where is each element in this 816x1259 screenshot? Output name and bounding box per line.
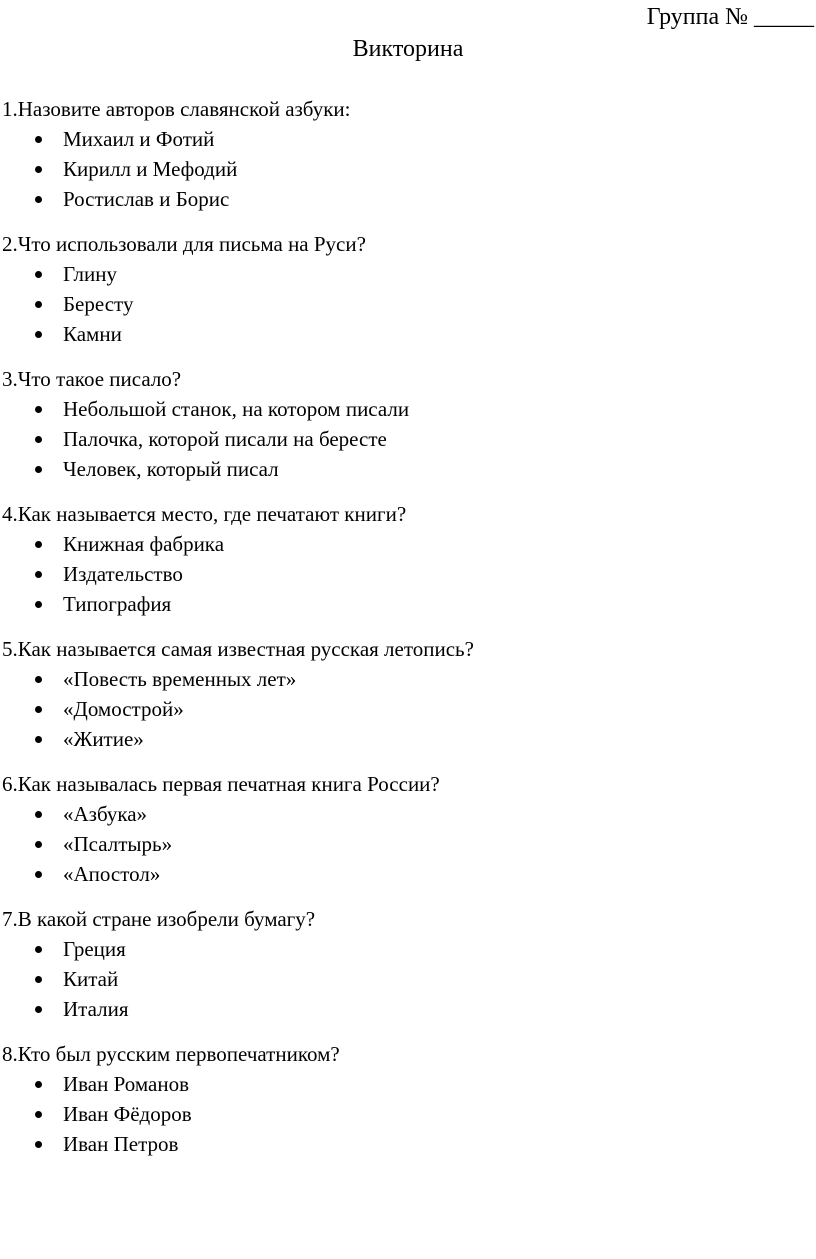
answer-text: Италия [63, 997, 129, 1021]
bullet-icon [35, 946, 42, 953]
answer-text: Кирилл и Мефодий [63, 157, 238, 181]
answer-option [2, 1099, 802, 1129]
answer-option [2, 694, 802, 724]
answer-text: Глину [63, 262, 118, 286]
answer-option [2, 1129, 802, 1159]
answer-option [2, 394, 802, 424]
question-text: 6.Как называлась первая печатная книга России? [2, 772, 440, 796]
answer-option [2, 289, 802, 319]
answer-text: Небольшой станок, на котором писали [63, 397, 410, 421]
answer-option [2, 1069, 802, 1099]
answer-option [2, 259, 802, 289]
answer-text: Иван Петров [63, 1132, 179, 1156]
bullet-icon [35, 1141, 42, 1148]
answer-text: Греция [63, 937, 126, 961]
quiz-body [2, 94, 802, 1174]
group-number-label: Группа № _____ [646, 4, 814, 30]
answer-option [2, 319, 802, 349]
question-2 [2, 229, 802, 349]
answer-text: Иван Фёдоров [63, 1102, 192, 1126]
answer-text: «Житие» [63, 727, 144, 751]
bullet-icon [35, 271, 42, 278]
answer-list [2, 529, 802, 619]
bullet-icon [35, 841, 42, 848]
question-4 [2, 499, 802, 619]
question-text: 2.Что использовали для письма на Руси? [2, 232, 366, 256]
answer-option [2, 559, 802, 589]
bullet-icon [35, 1081, 42, 1088]
bullet-icon [35, 871, 42, 878]
answer-text: Бересту [63, 292, 134, 316]
question-5 [2, 634, 802, 754]
bullet-icon [35, 601, 42, 608]
answer-option [2, 424, 802, 454]
answer-option [2, 964, 802, 994]
bullet-icon [35, 736, 42, 743]
answer-text: Палочка, которой писали на бересте [63, 427, 387, 451]
bullet-icon [35, 1006, 42, 1013]
answer-option [2, 799, 802, 829]
answer-text: Человек, который писал [63, 457, 279, 481]
bullet-icon [35, 301, 42, 308]
answer-text: «Домострой» [63, 697, 184, 721]
question-6 [2, 769, 802, 889]
answer-list [2, 124, 802, 214]
answer-option [2, 934, 802, 964]
answer-option [2, 454, 802, 484]
answer-option [2, 589, 802, 619]
answer-list [2, 664, 802, 754]
answer-option [2, 184, 802, 214]
answer-text: Иван Романов [63, 1072, 189, 1096]
answer-text: Ростислав и Борис [63, 187, 230, 211]
bullet-icon [35, 541, 42, 548]
bullet-icon [35, 436, 42, 443]
bullet-icon [35, 331, 42, 338]
answer-option [2, 994, 802, 1024]
bullet-icon [35, 136, 42, 143]
answer-text: Книжная фабрика [63, 532, 225, 556]
answer-text: Китай [63, 967, 119, 991]
answer-text: «Азбука» [63, 802, 148, 826]
answer-list [2, 799, 802, 889]
bullet-icon [35, 676, 42, 683]
bullet-icon [35, 976, 42, 983]
answer-option [2, 724, 802, 754]
question-1 [2, 94, 802, 214]
answer-option [2, 664, 802, 694]
answer-option [2, 859, 802, 889]
answer-list [2, 934, 802, 1024]
answer-option [2, 829, 802, 859]
question-text: 4.Как называется место, где печатают книги? [2, 502, 407, 526]
question-text: 8.Кто был русским первопечатником? [2, 1042, 340, 1066]
answer-text: Камни [63, 322, 122, 346]
question-text: 5.Как называется самая известная русская летопись? [2, 637, 474, 661]
bullet-icon [35, 166, 42, 173]
answer-option [2, 529, 802, 559]
answer-text: «Псалтырь» [63, 832, 173, 856]
question-7 [2, 904, 802, 1024]
answer-list [2, 394, 802, 484]
answer-text: «Апостол» [63, 862, 161, 886]
bullet-icon [35, 811, 42, 818]
answer-text: Типография [63, 592, 172, 616]
answer-text: Издательство [63, 562, 183, 586]
question-text: 7.В какой стране изобрели бумагу? [2, 907, 316, 931]
question-3 [2, 364, 802, 484]
question-8 [2, 1039, 802, 1159]
answer-list [2, 1069, 802, 1159]
bullet-icon [35, 1111, 42, 1118]
answer-option [2, 154, 802, 184]
answer-list [2, 259, 802, 349]
answer-text: «Повесть временных лет» [63, 667, 297, 691]
bullet-icon [35, 196, 42, 203]
page-title: Викторина [352, 36, 464, 62]
question-text: 3.Что такое писало? [2, 367, 182, 391]
answer-text: Михаил и Фотий [63, 127, 215, 151]
bullet-icon [35, 466, 42, 473]
question-text: 1.Назовите авторов славянской азбуки: [2, 97, 351, 121]
answer-option [2, 124, 802, 154]
bullet-icon [35, 571, 42, 578]
bullet-icon [35, 706, 42, 713]
bullet-icon [35, 406, 42, 413]
